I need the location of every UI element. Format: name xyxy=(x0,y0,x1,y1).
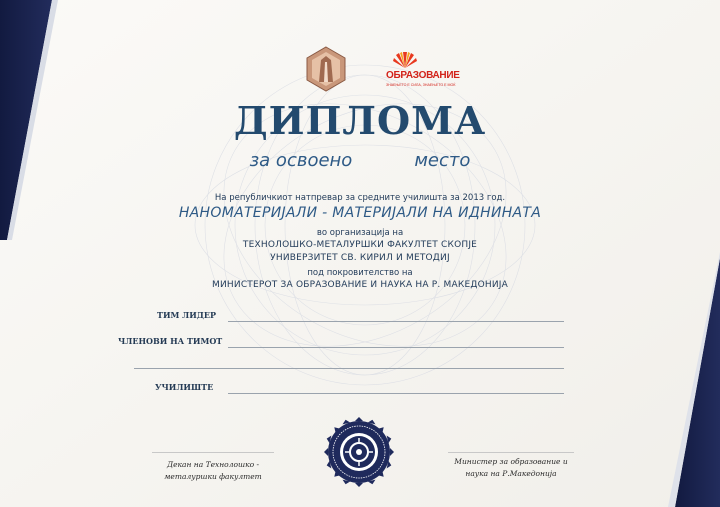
dean-title-line1: Декан на Технолошко - xyxy=(166,460,260,469)
organization-label: во организација на xyxy=(316,228,404,238)
team-members-line xyxy=(228,347,564,348)
minister-title-line1: Министер за образование и xyxy=(454,457,568,466)
diploma-title: ДИПЛОМА xyxy=(233,98,487,143)
education-logo-tagline: ЗНАЕЊЕТО Е СИЛА, ЗНАЕЊЕТО Е МОЌ xyxy=(386,83,456,87)
patronage-label: под покровителство на xyxy=(307,268,413,278)
minister-signature-caption xyxy=(444,456,578,480)
faculty-crest-icon xyxy=(305,46,347,92)
team-leader-label: ТИМ ЛИДЕР xyxy=(157,310,217,320)
dean-signature-caption xyxy=(148,459,278,483)
university-seal-icon xyxy=(323,416,395,488)
patronage-ministry: МИНИСТЕРОТ ЗА ОБРАЗОВАНИЕ И НАУКА НА Р. МАКЕДОНИЈА xyxy=(212,280,508,290)
diploma-subtitle xyxy=(0,150,720,171)
team-members-line-2 xyxy=(134,368,564,369)
organization-line2: УНИВЕРЗИТЕТ СВ. КИРИЛ И МЕТОДИЈ xyxy=(270,253,450,263)
dean-signature-line xyxy=(152,452,274,453)
school-line xyxy=(228,393,564,394)
sunburst-icon xyxy=(392,50,418,70)
minister-signature-line xyxy=(448,452,574,453)
organization-line1: ТЕХНОЛОШКО-МЕТАЛУРШКИ ФАКУЛТЕТ СКОПЈЕ xyxy=(242,240,478,250)
education-logo-text: ОБРАЗОВАНИЕ xyxy=(386,70,460,81)
competition-title: НАНОМАТЕРИЈАЛИ - МАТЕРИЈАЛИ НА ИДНИНАТА xyxy=(178,205,542,221)
team-leader-line xyxy=(228,321,564,322)
dean-title-line2: металуршки факултет xyxy=(164,472,262,481)
subtitle-right: место xyxy=(414,150,471,171)
intro-text: На републичкиот натпревар за средните училишта за 2013 год. xyxy=(214,193,506,203)
subtitle-left: за освоено xyxy=(249,150,353,171)
minister-title-line2: наука на Р.Македонија xyxy=(465,469,557,478)
school-label: УЧИЛИШТЕ xyxy=(155,382,214,392)
team-members-label: ЧЛЕНОВИ НА ТИМОТ xyxy=(118,336,223,346)
